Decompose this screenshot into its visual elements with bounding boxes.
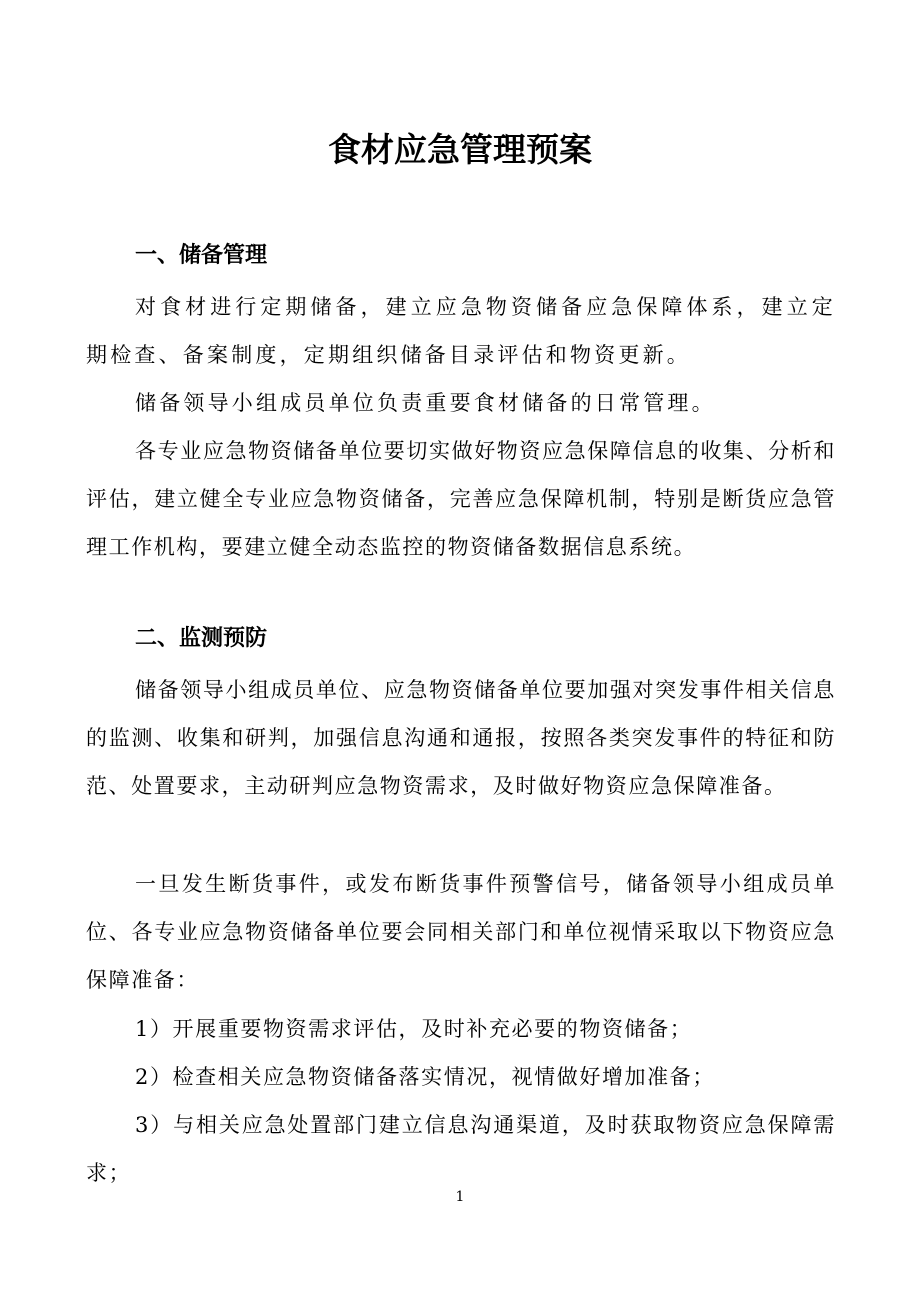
list-item-3: 3）与相关应急处置部门建立信息沟通渠道，及时获取物资应急保障需求；	[86, 1113, 836, 1185]
section-heading-reserve-management: 一、储备管理	[135, 243, 268, 268]
list-item-1: 1）开展重要物资需求评估，及时补充必要的物资储备；	[135, 1017, 693, 1041]
paragraph-monitoring: 储备领导小组成员单位、应急物资储备单位要加强对突发事件相关信息的监测、收集和研判，加强信息沟通和通报，按照各类突发事件的特征和防范、处置要求，主动研判应急物资需求，及时做好物资应急保障准备。	[86, 678, 836, 798]
document-title: 食材应急管理预案	[328, 130, 592, 169]
list-item-2: 2）检查相关应急物资储备落实情况，视情做好增加准备；	[135, 1065, 715, 1089]
paragraph-reserve-daily-management: 储备领导小组成员单位负责重要食材储备的日常管理。	[135, 391, 716, 415]
paragraph-shortage-event: 一旦发生断货事件，或发布断货事件预警信号，储备领导小组成员单位、各专业应急物资储备单位要会同相关部门和单位视情采取以下物资应急保障准备：	[86, 872, 836, 992]
page-number: 1	[455, 1189, 465, 1205]
paragraph-reserve-regular: 对食材进行定期储备，建立应急物资储备应急保障体系，建立定期检查、备案制度，定期组织储备目录评估和物资更新。	[86, 295, 836, 367]
paragraph-reserve-units: 各专业应急物资储备单位要切实做好物资应急保障信息的收集、分析和评估，建立健全专业应急物资储备，完善应急保障机制，特别是断货应急管理工作机构，要建立健全动态监控的物资储备数据信息系统。	[86, 439, 836, 559]
section-heading-monitoring-prevention: 二、监测预防	[135, 626, 268, 651]
